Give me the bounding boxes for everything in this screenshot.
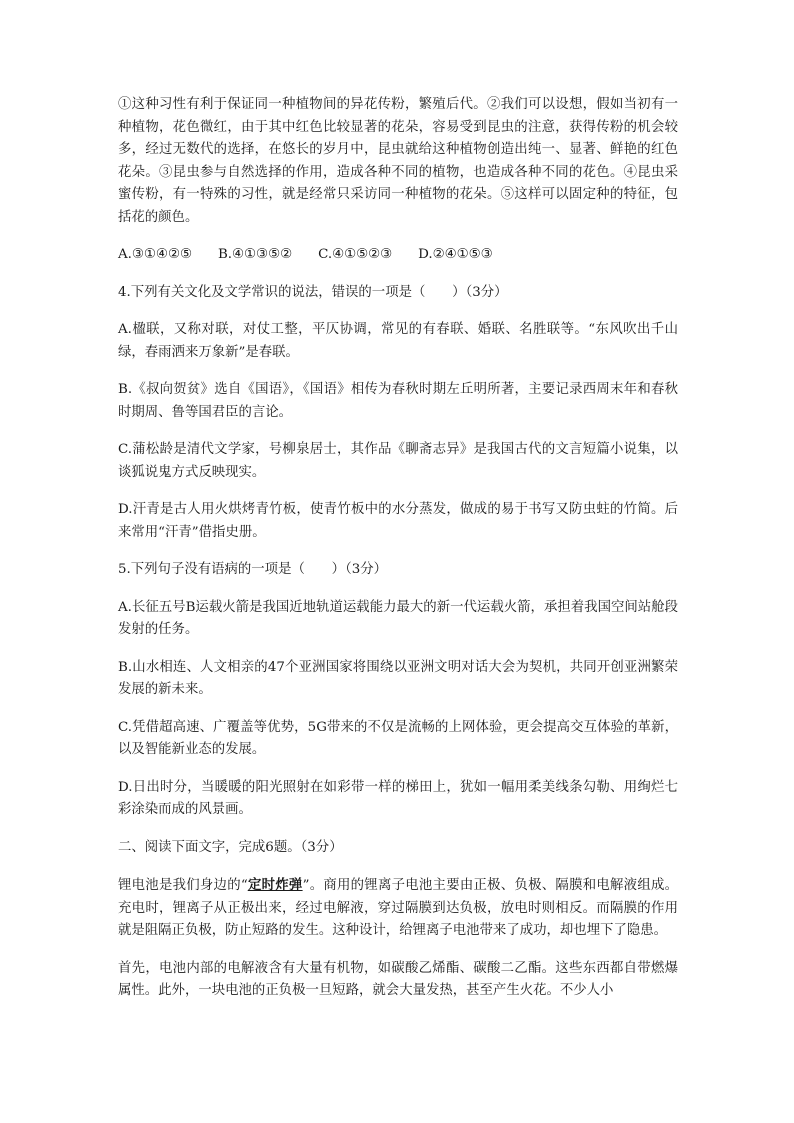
passage-paragraph-2: 首先，电池内部的电解液含有大量有机物，如碳酸乙烯酯、碳酸二乙酯。这些东西都自带燃爆属性。此外，一块电池的正负极一旦短路，就会大量发热，甚至产生火花。不少人小 xyxy=(118,960,678,998)
q4-option-a: A.楹联，又称对联，对仗工整，平仄协调，常见的有春联、婚联、名胜联等。“东风吹出千山绿，春雨洒来万象新”是春联。 xyxy=(118,322,678,360)
q4-option-c: C.蒲松龄是清代文学家，号柳泉居士，其作品《聊斋志异》是我国古代的文言短篇小说集，以谈狐说鬼方式反映现实。 xyxy=(118,442,678,480)
q4-option-d: D.汗青是古人用火烘烤青竹板，使青竹板中的水分蒸发，做成的易于书写又防虫蛀的竹简。后来常用“汗青”借指史册。 xyxy=(118,502,678,540)
q5-option-d: D.日出时分，当暖暖的阳光照射在如彩带一样的梯田上，犹如一幅用柔美线条勾勒、用绚烂七彩涂染而成的风景画。 xyxy=(118,779,678,817)
q3-passage: ①这种习性有利于保证同一种植物间的异花传粉，繁殖后代。②我们可以设想，假如当初有一种植物，花色微红，由于其中红色比较显著的花朵，容易受到昆虫的注意，获得传粉的机会较多，经过无数代的选择，在悠长的岁月中，昆虫就给这种植物创造出纯一、显著、鲜艳的红色花朵。③昆虫参与自然选择的作用，造成各种不同的植物，也造成各种不同的花色。④昆虫采蜜传粉，有一特殊的习性，就是经常只采访同一种植物的花朵。⑤这样可以固定种的特征，包括花的颜色。 xyxy=(118,97,678,225)
q3-option-a: A.③①④②⑤ xyxy=(118,247,192,262)
passage-p1-emphasis: 定时炸弹 xyxy=(247,877,303,893)
passage-paragraph-1 xyxy=(118,874,678,943)
q5-option-b: B.山水相连、人文相亲的47个亚洲国家将围绕以亚洲文明对话大会为契机，共同开创亚洲繁荣发展的新未来。 xyxy=(118,659,678,697)
passage-p1-after: ”。商用的锂离子电池主要由正极、负极、隔膜和电解液组成。充电时，锂离子从正极出来，经过电解液，穿过隔膜到达负极，放电时则相反。而隔膜的作用就是阻隔正负极，防止短路的发生。这种设计，给锂离子电池带来了成功，却也埋下了隐患。 xyxy=(118,878,679,938)
q3-option-d: D.②④①⑤③ xyxy=(418,247,493,262)
q5-option-c: C.凭借超高速、广覆盖等优势，5G带来的不仅是流畅的上网体验，更会提高交互体验的革新，以及智能新业态的发展。 xyxy=(118,719,678,757)
passage-p1-before: 锂电池是我们身边的“ xyxy=(118,878,248,893)
document-page xyxy=(118,94,678,1018)
q3-option-c: C.④①⑤②③ xyxy=(318,247,393,262)
q5-stem: 5.下列句子没有语病的一项是（ ）（3分） xyxy=(118,562,388,577)
q3-option-b: B.④①③⑤② xyxy=(217,247,293,262)
section2-heading: 二、阅读下面文字，完成6题。（3分） xyxy=(118,839,343,855)
q5-option-a: A.长征五号B运载火箭是我国近地轨道运载能力最大的新一代运载火箭，承担着我国空间站舱段发射的任务。 xyxy=(118,599,678,637)
q4-option-b: B.《叔向贺贫》选自《国语》，《国语》相传为春秋时期左丘明所著，主要记录西周末年和春秋时期周、鲁等国君臣的言论。 xyxy=(118,382,678,420)
q4-stem: 4.下列有关文化及文学常识的说法，错误的一项是（ ）（3分） xyxy=(118,284,508,300)
q3-options xyxy=(118,244,678,267)
